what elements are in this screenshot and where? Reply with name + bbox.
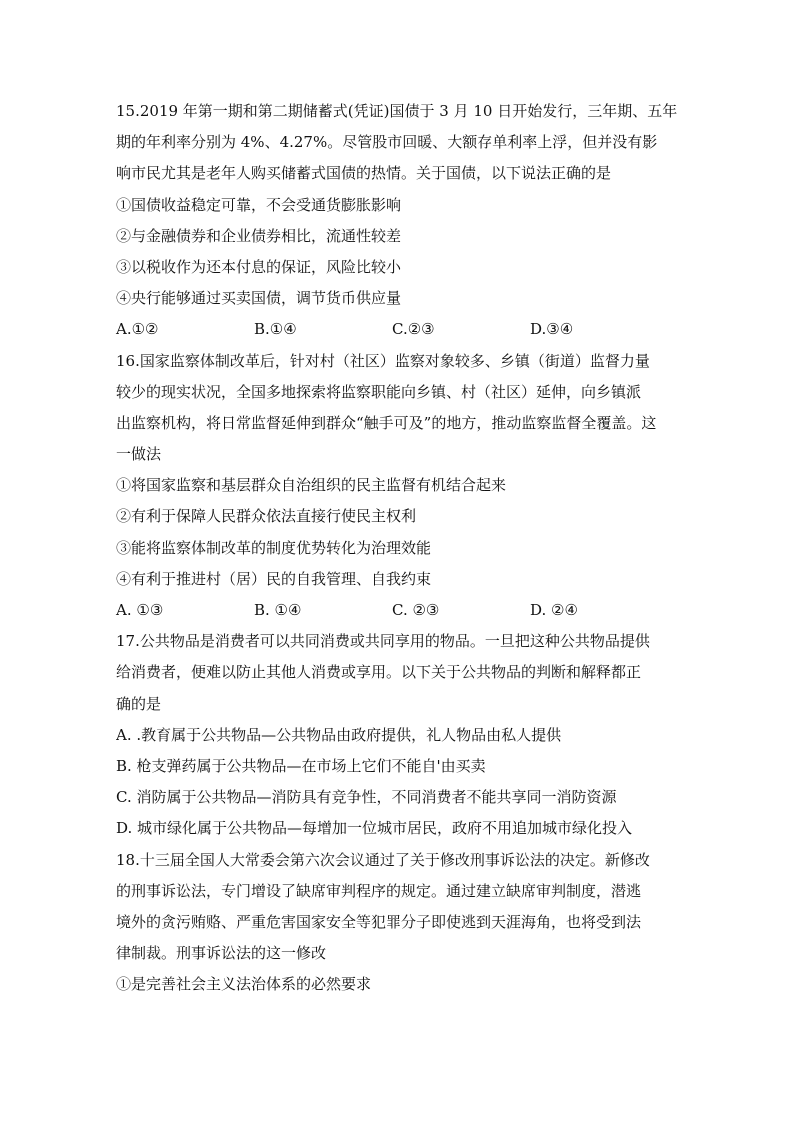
statement-item: ③能将监察体制改革的制度优势转化为治理效能 (116, 538, 432, 557)
question-17 (116, 626, 688, 844)
question-16 (116, 346, 688, 627)
question-stem-line: 较少的现实状况，全国多地探索将监察职能向乡镇、村（社区）延伸，向乡镇派 (116, 382, 642, 401)
question-stem-line: 境外的贪污贿赂、严重危害国家安全等犯罪分子即使逃到天涯海角，也将受到法 (116, 912, 642, 931)
question-stem-line: 15.2019 年第一期和第二期储蓄式(凭证)国债于 3 月 10 日开始发行，三年期、五年 (116, 102, 678, 120)
statement-item: ④央行能够通过买卖国债，调节货币供应量 (116, 289, 402, 308)
question-stem-line: 一做法 (116, 445, 162, 464)
question-stem-line: 17.公共物品是消费者可以共同消费或共同享用的物品。一旦把这种公共物品提供 (116, 632, 650, 651)
choice-b: B. 枪支弹药属于公共物品—在市场上它们不能自'由买卖 (116, 756, 486, 775)
option-d: D. ②④ (530, 601, 578, 619)
option-a: A. ①③ (116, 601, 164, 619)
choice-a: A. .教育属于公共物品—公共物品由政府提供，礼人物品由私人提供 (116, 725, 562, 744)
question-stem-line: 响市民尤其是老年人购买储蓄式国债的热情。关于国债，以下说法正确的是 (116, 164, 612, 183)
question-stem-line: 确的是 (116, 694, 162, 713)
question-stem-line: 的刑事诉讼法，专门增设了缺席审判程序的规定。通过建立缺席审判制度，潜逃 (116, 881, 642, 900)
question-18 (116, 845, 688, 1001)
option-c: C.②③ (392, 320, 435, 339)
question-stem-line: 律制裁。刑事诉讼法的这一修改 (116, 944, 327, 963)
statement-item: ①将国家监察和基层群众自治组织的民主监督有机结合起来 (116, 476, 507, 495)
choice-d: D. 城市绿化属于公共物品—每增加一位城市居民，政府不用追加城市绿化投入 (116, 819, 633, 838)
question-stem-line: 18.十三届全国人大常委会第六次会议通过了关于修改刑事诉讼法的决定。新修改 (116, 850, 650, 869)
question-stem-line: 期的年利率分别为 4%、4.27%。尽管股市回暖、大额存单利率上浮，但并没有影 (116, 133, 658, 152)
choice-c: C. 消防属于公共物品—消防具有竞争性，不同消费者不能共享同一消防资源 (116, 788, 617, 807)
question-15 (116, 96, 688, 346)
question-list (116, 96, 688, 1000)
statement-item: ②与金融债券和企业债券相比，流通性较差 (116, 226, 402, 245)
statement-item: ②有利于保障人民群众依法直接行使民主权利 (116, 507, 417, 526)
option-d: D.③④ (530, 320, 574, 339)
question-stem-line: 给消费者，便难以防止其他人消费或享用。以下关于公共物品的判断和解释都正 (116, 663, 642, 682)
question-stem-line: 16.国家监察体制改革后，针对村（社区）监察对象较多、乡镇（街道）监督力量 (116, 351, 650, 370)
answer-options (116, 595, 688, 626)
option-c: C. ②③ (392, 601, 440, 619)
answer-options (116, 314, 688, 345)
statement-item: ④有利于推进村（居）民的自我管理、自我约束 (116, 569, 432, 588)
option-a: A.①② (116, 320, 159, 339)
statement-item: ①是完善社会主义法治体系的必然要求 (116, 975, 372, 994)
question-stem-line: 出监察机构，将日常监督延伸到群众“触手可及”的地方，推动监察监督全覆盖。这 (116, 413, 657, 432)
option-b: B. ①④ (254, 601, 302, 619)
option-b: B.①④ (254, 320, 297, 339)
statement-item: ①国债收益稳定可靠，不会受通货膨胀影响 (116, 195, 402, 214)
statement-item: ③以税收作为还本付息的保证，风险比较小 (116, 257, 402, 276)
